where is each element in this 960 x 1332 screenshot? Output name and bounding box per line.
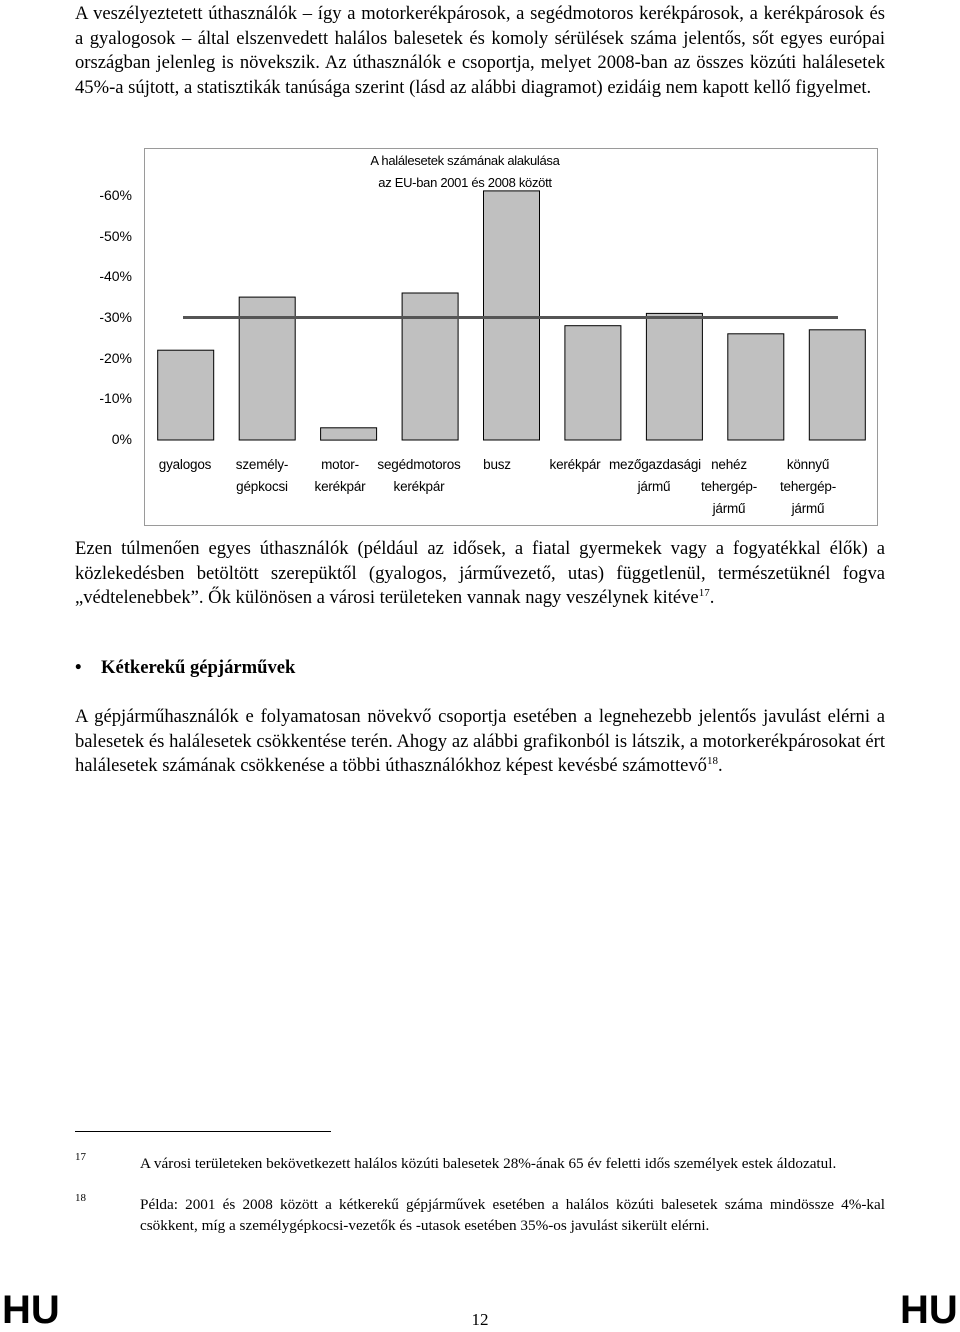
vulnerable-users-paragraph bbox=[75, 537, 885, 611]
x-label-line: könnyű bbox=[786, 457, 830, 472]
bullet-heading-text: Kétkerekű gépjárművek bbox=[101, 657, 296, 678]
x-category-busz bbox=[452, 454, 542, 476]
x-category-kerekpar bbox=[530, 454, 620, 476]
x-label-line: segédmotoros bbox=[377, 457, 461, 472]
footnote-ref-17[interactable]: 17 bbox=[698, 587, 710, 599]
paragraph-end: . bbox=[709, 587, 715, 608]
chart-title-line2: az EU-ban 2001 és 2008 között bbox=[378, 175, 552, 190]
footnote-separator bbox=[75, 1131, 331, 1132]
x-category-segedmotoros-kerekpar bbox=[374, 454, 464, 498]
footnote-number-18: 18 bbox=[75, 1192, 86, 1204]
x-label-line: gyalogos bbox=[158, 457, 212, 472]
y-tick-label: -60% bbox=[99, 187, 132, 203]
footnote-number-17: 17 bbox=[75, 1151, 86, 1163]
paragraph-end: . bbox=[717, 755, 723, 776]
y-tick-label: -40% bbox=[99, 268, 132, 284]
footer-language-left: HU bbox=[2, 1288, 60, 1332]
x-label-line: nehéz bbox=[711, 457, 747, 472]
x-label-line: jármű bbox=[712, 501, 746, 516]
x-label-line: tehergép- bbox=[701, 479, 757, 494]
x-label-line: kerékpár bbox=[393, 479, 445, 494]
paragraph-text: Ezen túlmenően egyes úthasználók (például az idősek, a fiatal gyermekek vagy a fogyatékkal élők) a közlekedésben betöltött szerepüktől (gyalogos, járművezető, utas) függetlenül, természetüknél fogva „védtelenebbek”. Ők különösen a városi területeken vannak nagy veszélynek kitéve bbox=[75, 538, 885, 608]
x-label-line: jármű bbox=[791, 501, 825, 516]
x-label-line: személy- bbox=[235, 457, 289, 472]
x-label-line: mezőgazdasági bbox=[609, 457, 701, 472]
x-label-line: busz bbox=[483, 457, 511, 472]
y-tick-label: 0% bbox=[111, 431, 132, 447]
footer-language-right: HU bbox=[900, 1288, 958, 1332]
y-tick-label: -20% bbox=[99, 350, 132, 366]
y-tick-label: -30% bbox=[99, 309, 132, 325]
x-label-line: kerékpár bbox=[549, 457, 601, 472]
x-label-line: kerékpár bbox=[314, 479, 366, 494]
chart-title-line1: A halálesetek számának alakulása bbox=[370, 153, 560, 168]
x-label-line: gépkocsi bbox=[236, 479, 288, 494]
x-category-nehez-tehergepjarmu bbox=[684, 454, 774, 520]
bullet-icon: • bbox=[75, 657, 82, 678]
footnote-text-18: Példa: 2001 és 2008 között a kétkerekű gépjárművek esetében a halálos közúti balesetek száma mindössze 4%-kal csökkent, míg a személygépkocsi-vezetők és -utasok esetében 35%-os javulást sikerült elérni. bbox=[140, 1196, 885, 1234]
x-category-konnyu-tehergepjarmu bbox=[763, 454, 853, 520]
x-label-line: tehergép- bbox=[780, 479, 836, 494]
footnote-ref-18[interactable]: 18 bbox=[706, 755, 718, 767]
y-tick-label: -10% bbox=[99, 390, 132, 406]
x-label-line: motor- bbox=[321, 457, 359, 472]
page-number: 12 bbox=[471, 1310, 489, 1329]
x-category-motorkerekpar bbox=[295, 454, 385, 498]
x-category-szemelygepkocsi bbox=[217, 454, 307, 498]
intro-paragraph: A veszélyeztetett úthasználók – így a motorkerékpárosok, a segédmotoros kerékpárosok, a kerékpárosok és a gyalogosok – által elszenvedett halálos balesetek és komoly sérülések száma jelentős, sőt egyes európai országban jelenleg is növekszik. Az úthasználók e csoportja, melyet 2008-ban az összes közúti halálesetek 45%-a sújtott, a statisztikák tanúsága szerint (lásd az alábbi diagramot) ezidáig nem kapott kellő figyelmet. bbox=[75, 3, 885, 98]
footnote-text-17: A városi területeken bekövetkezett halálos közúti balesetek 28%-ának 65 év feletti idős személyek estek áldozatul. bbox=[140, 1155, 837, 1172]
motorcycle-paragraph bbox=[75, 705, 885, 779]
y-tick-label: -50% bbox=[99, 228, 132, 244]
x-label-line: jármű bbox=[637, 479, 671, 494]
paragraph-text: A gépjárműhasználók e folyamatosan növekvő csoportja esetében a legnehezebb jelentős javulást elérni a balesetek és halálesetek csökkentése terén. Ahogy az alábbi grafikonból is látszik, a motorkerékpárosokat ért halálesetek számának csökkenése a többi úthasználókhoz képest kevésbé számottevő bbox=[75, 706, 885, 776]
bullet-heading bbox=[75, 656, 295, 680]
